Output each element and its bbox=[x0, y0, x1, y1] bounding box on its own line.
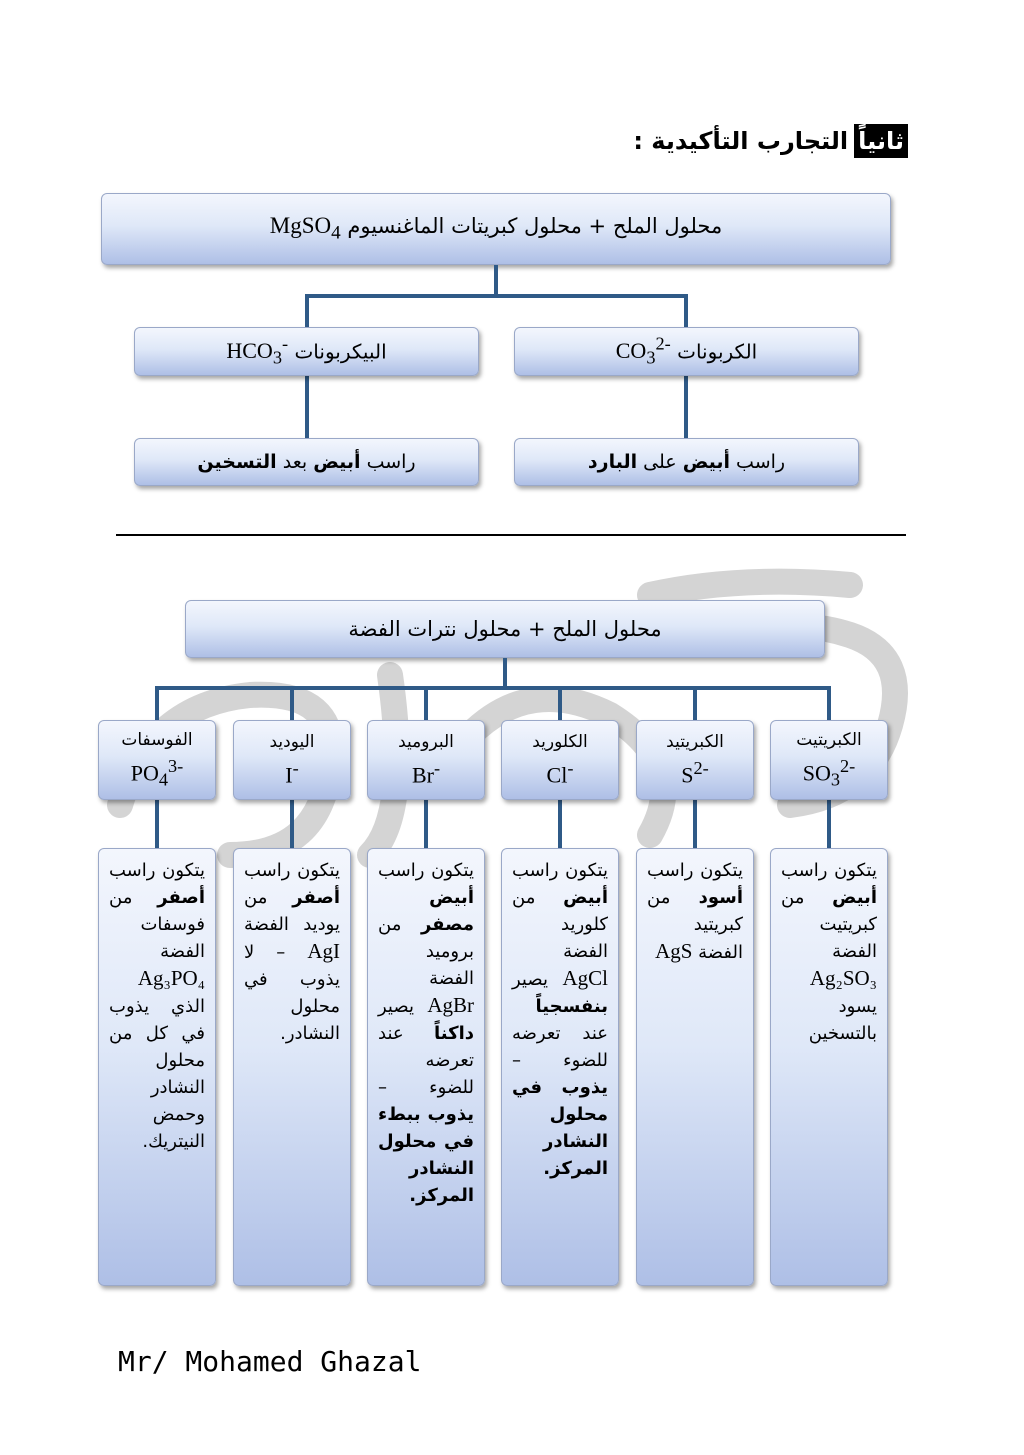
connector bbox=[494, 265, 498, 297]
ion-box-chloride bbox=[501, 720, 619, 800]
result-solubility: يذوب في محلول النشادر المركز. bbox=[512, 1077, 608, 1179]
result-box-bromide bbox=[367, 848, 485, 1286]
ion-box-phosphate bbox=[98, 720, 216, 800]
bicarbonate-name: البيكربونات bbox=[294, 339, 387, 364]
bicarbonate-result bbox=[197, 451, 415, 473]
ion-box-iodide bbox=[233, 720, 351, 800]
heading-text: التجارب التأكيدية : bbox=[633, 127, 849, 155]
connector bbox=[290, 800, 294, 848]
ion-formula-main: S bbox=[681, 762, 694, 788]
ion-formula-main: I bbox=[285, 762, 293, 788]
carbonate-result bbox=[588, 451, 785, 473]
ion-name: الكبريتيد bbox=[666, 731, 724, 752]
precipitate-formula: AgBr bbox=[427, 993, 474, 1017]
connector bbox=[693, 686, 697, 720]
ion-box-sulfite bbox=[770, 720, 888, 800]
result-text: من فوسفات الفضة bbox=[109, 887, 205, 962]
mgso4-formula-main: MgSO bbox=[269, 213, 332, 239]
connector bbox=[155, 800, 159, 848]
ion-formula bbox=[412, 758, 440, 788]
carbonate-box bbox=[514, 327, 859, 376]
carbonate-formula bbox=[615, 334, 671, 368]
carbonate-formula-main: CO bbox=[615, 338, 647, 364]
result-color: أبيض bbox=[682, 451, 731, 473]
ion-formula bbox=[547, 758, 574, 788]
result-condition: البارد bbox=[587, 451, 638, 473]
result-text: عند تعرضه للضوء – bbox=[378, 1023, 474, 1098]
mgso4-formula bbox=[269, 213, 341, 244]
result-text: يتكون راسب bbox=[512, 860, 608, 881]
result-text: – لا يذوب في محلول النشادر. bbox=[244, 942, 340, 1044]
bicarbonate-label bbox=[226, 334, 386, 369]
connector bbox=[155, 686, 159, 720]
bicarbonate-formula-sup: - bbox=[281, 334, 289, 355]
mgso4-root-box bbox=[101, 193, 891, 265]
mgso4-formula-sub: 4 bbox=[331, 222, 341, 244]
bicarbonate-formula-main: HCO bbox=[226, 338, 273, 364]
ion-formula-sup: - bbox=[567, 757, 574, 778]
result-text: من كبريتيد الفضة bbox=[647, 887, 743, 963]
result-color: أبيض bbox=[832, 887, 877, 908]
result-text: من كلوريد الفضة bbox=[512, 887, 608, 962]
ion-formula-sup: 2- bbox=[840, 755, 856, 776]
connector bbox=[503, 658, 507, 689]
result-text: يصير bbox=[512, 969, 563, 990]
result-text: من بروميد الفضة bbox=[378, 914, 474, 989]
carbonate-formula-sup: 2- bbox=[655, 334, 671, 355]
result-text: يتكون راسب bbox=[109, 860, 205, 881]
bicarbonate-formula-sub: 3 bbox=[272, 347, 282, 368]
connector bbox=[684, 376, 688, 438]
result-text: يصير bbox=[378, 996, 428, 1017]
result-box-phosphate bbox=[98, 848, 216, 1286]
ion-formula-sub: 3 bbox=[830, 769, 840, 790]
ion-formula-main: PO bbox=[130, 759, 159, 785]
connector bbox=[155, 686, 831, 690]
result-text: راسب bbox=[730, 451, 786, 473]
carbonate-formula-sub: 3 bbox=[646, 347, 656, 368]
ion-formula-sup: - bbox=[292, 757, 299, 778]
ion-formula bbox=[131, 756, 184, 791]
result-color: أبيض bbox=[563, 887, 608, 908]
result-color: أبيض bbox=[313, 451, 361, 473]
result-text: الذي يذوب في كل من محلول النشادر وحمض النيتريك. bbox=[109, 996, 205, 1152]
ion-formula-main: Cl bbox=[546, 762, 568, 788]
connector bbox=[305, 376, 309, 438]
result-box-chloride bbox=[501, 848, 619, 1286]
result-condition: التسخين bbox=[197, 451, 277, 473]
result-text: بعد bbox=[276, 451, 314, 473]
connector bbox=[558, 686, 562, 720]
silver-nitrate-root-text: محلول الملح + محلول نترات الفضة bbox=[348, 617, 662, 641]
ion-formula-main: SO bbox=[802, 759, 831, 785]
bicarbonate-box bbox=[134, 327, 479, 376]
ion-name: اليوديد bbox=[269, 731, 315, 752]
heading-number: ثانياً bbox=[854, 124, 908, 158]
bicarbonate-formula bbox=[226, 334, 289, 368]
result-text: يتكون راسب bbox=[647, 860, 743, 881]
precipitate-formula: Ag₃PO₄ bbox=[137, 966, 205, 990]
result-text: من كبريتيت الفضة bbox=[781, 887, 877, 962]
ion-formula bbox=[285, 758, 298, 788]
ion-name: البروميد bbox=[398, 731, 454, 752]
connector bbox=[827, 686, 831, 720]
result-color-change: بنفسجياً bbox=[535, 996, 608, 1017]
result-text: عند تعرضه للضوء – bbox=[512, 1023, 608, 1071]
connector bbox=[424, 686, 428, 720]
result-box-sulfide bbox=[636, 848, 754, 1286]
connector bbox=[827, 800, 831, 848]
connector bbox=[684, 294, 688, 327]
result-text: يتكون راسب bbox=[378, 860, 474, 881]
connector bbox=[558, 800, 562, 848]
ion-box-bromide bbox=[367, 720, 485, 800]
author-footer: Mr/ Mohamed Ghazal bbox=[118, 1345, 422, 1378]
precipitate-formula: Ag₂SO₃ bbox=[809, 966, 877, 990]
ion-name: الفوسفات bbox=[121, 729, 193, 750]
ion-formula bbox=[803, 756, 856, 791]
silver-nitrate-root-box bbox=[185, 600, 825, 658]
ion-formula-sup: 3- bbox=[168, 755, 184, 776]
precipitate-formula: AgS bbox=[655, 939, 693, 963]
connector bbox=[305, 294, 688, 298]
result-color: أصفر bbox=[292, 887, 340, 908]
ion-name: الكلوريد bbox=[532, 731, 588, 752]
result-color: أصفر bbox=[157, 887, 205, 908]
carbonate-name: الكربونات bbox=[677, 339, 758, 364]
connector bbox=[424, 800, 428, 848]
ion-formula-main: Br bbox=[411, 762, 434, 788]
result-color: أسود bbox=[698, 887, 743, 908]
result-box-sulfite bbox=[770, 848, 888, 1286]
result-color: أبيض مصفر bbox=[420, 887, 474, 935]
section-heading bbox=[633, 124, 908, 158]
precipitate-formula: AgCl bbox=[562, 966, 608, 990]
connector bbox=[290, 686, 294, 720]
mgso4-root-text bbox=[270, 213, 723, 245]
result-text: يتكون راسب bbox=[781, 860, 877, 881]
ion-formula-sub: 4 bbox=[158, 769, 168, 790]
result-text: على bbox=[637, 451, 683, 473]
connector bbox=[305, 294, 309, 327]
result-text: من يوديد الفضة bbox=[244, 887, 340, 935]
result-box-iodide bbox=[233, 848, 351, 1286]
carbonate-result-box bbox=[514, 438, 859, 486]
ion-box-sulfide bbox=[636, 720, 754, 800]
carbonate-label bbox=[616, 334, 758, 369]
result-text: راسب bbox=[360, 451, 416, 473]
result-text: يتكون راسب bbox=[244, 860, 340, 881]
ion-formula-sup: 2- bbox=[693, 757, 709, 778]
result-solubility: يذوب ببطء في محلول النشادر المركز. bbox=[378, 1104, 474, 1206]
result-color-change: داكناً bbox=[434, 1023, 474, 1044]
ion-formula-sup: - bbox=[433, 757, 441, 778]
precipitate-formula: AgI bbox=[307, 939, 340, 963]
ion-name: الكبريتيت bbox=[796, 729, 862, 750]
ion-formula bbox=[681, 758, 709, 788]
section-divider bbox=[116, 534, 906, 536]
result-text: يسود بالتسخين bbox=[808, 996, 877, 1044]
bicarbonate-result-box bbox=[134, 438, 479, 486]
connector bbox=[693, 800, 697, 848]
mgso4-root-label: محلول الملح + محلول كبريتات الماغنسيوم bbox=[347, 214, 723, 239]
